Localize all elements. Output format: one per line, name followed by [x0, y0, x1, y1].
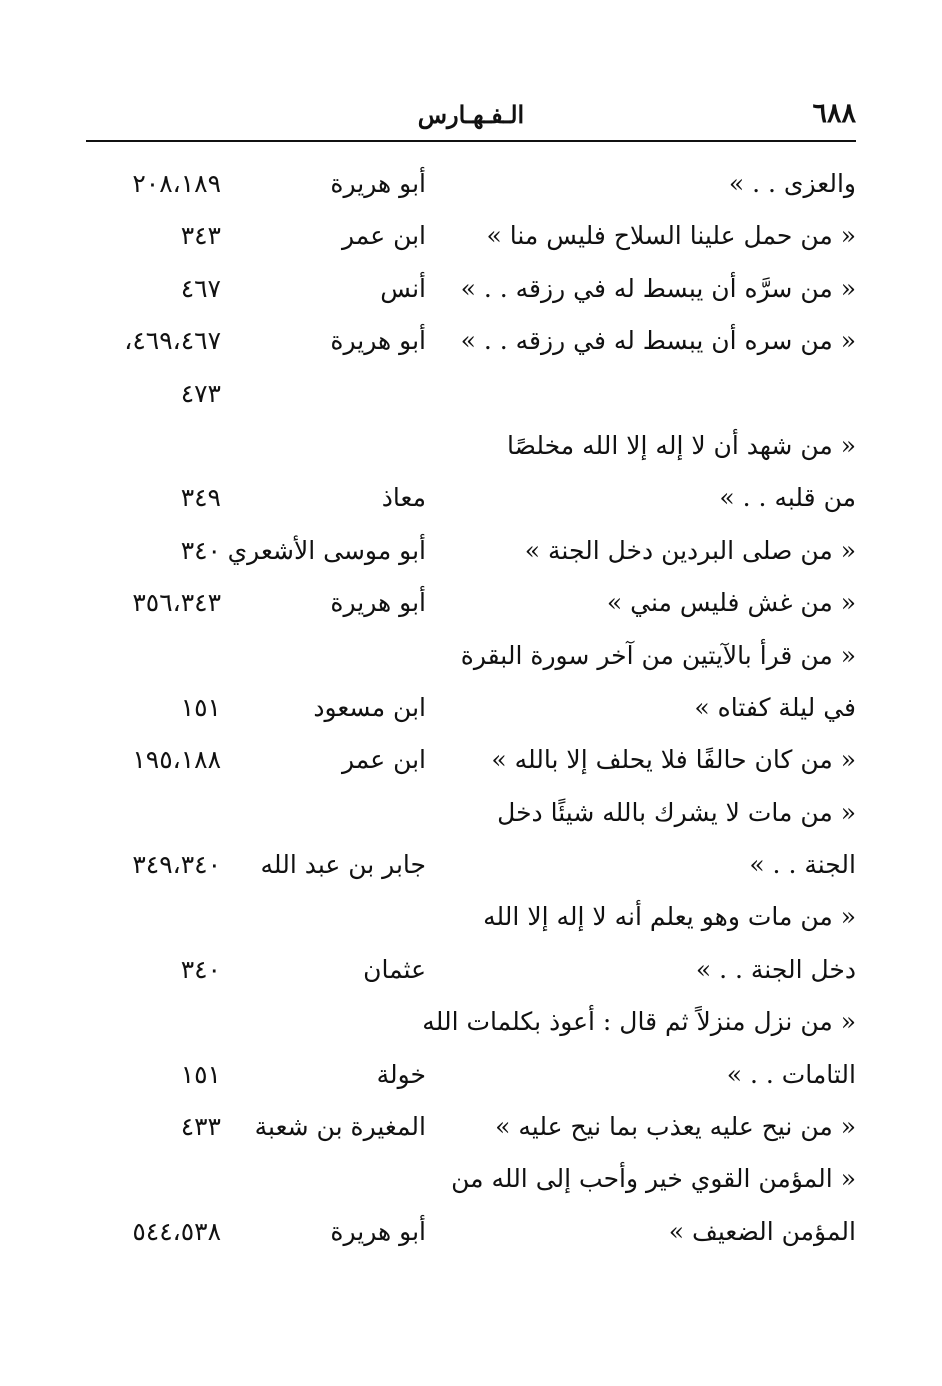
narrator-name: أبو هريرة	[330, 169, 426, 198]
index-row	[86, 420, 856, 472]
index-row	[86, 996, 856, 1048]
page-references: ٤٦٩،٤٦٧،	[124, 326, 221, 356]
index-row	[86, 1049, 856, 1101]
hadith-text: الجنة . . »	[749, 850, 856, 880]
index-row	[86, 839, 856, 891]
narrator-name: ابن عمر	[341, 221, 426, 251]
page-references: ٣٥٦،٣٤٣	[132, 588, 221, 618]
index-row	[86, 682, 856, 734]
narrator-name: أبو موسى الأشعري	[227, 535, 426, 565]
index-row	[86, 577, 856, 629]
narrator-name: معاذ	[381, 483, 426, 513]
hadith-text: « من حمل علينا السلاح فليس منا »	[486, 221, 856, 251]
narrator-name: أبو هريرة	[330, 1216, 426, 1246]
index-row	[86, 734, 856, 786]
narrator-name: عثمان	[363, 954, 426, 984]
narrator-name: ابن مسعود	[313, 692, 426, 722]
hadith-text: « من مات وهو يعلم أنه لا إله إلا الله	[483, 902, 856, 932]
hadith-text: « من مات لا يشرك بالله شيئًا دخل	[497, 797, 856, 827]
hadith-text: « المؤمن القوي خير وأحب إلى الله من	[451, 1164, 856, 1194]
page-references: ٣٤٣	[180, 221, 221, 251]
hadith-text: « من قرأ بالآيتين من آخر سورة البقرة	[460, 640, 856, 670]
hadith-text: « من سرَّه أن يبسط له في رزقه . . »	[460, 273, 856, 303]
index-row	[86, 368, 856, 420]
hadith-text: المؤمن الضعيف »	[668, 1216, 856, 1246]
narrator-name: خولة	[376, 1059, 426, 1089]
index-row	[86, 891, 856, 943]
page-references: ٣٤٩،٣٤٠	[132, 850, 221, 880]
hadith-text: « من سره أن يبسط له في رزقه . . »	[460, 326, 856, 356]
page-references: ٤٣٣	[180, 1112, 221, 1142]
narrator-name: أبو هريرة	[330, 588, 426, 618]
page-references: ٤٦٧	[180, 273, 221, 303]
page-references: ٣٤٠	[180, 954, 221, 984]
index-row	[86, 1153, 856, 1205]
hadith-text: التامات . . »	[726, 1059, 856, 1089]
page-references: ٤٧٣	[180, 378, 221, 408]
page-references: ٥٤٤،٥٣٨	[132, 1216, 221, 1246]
hadith-text: من قلبه . . »	[719, 483, 856, 513]
index-row	[86, 944, 856, 996]
page-header	[86, 98, 856, 140]
hadith-text: « من صلى البردين دخل الجنة »	[524, 535, 856, 565]
narrator-name: أبو هريرة	[330, 326, 426, 356]
hadith-text: « من كان حالفًا فلا يحلف إلا بالله »	[491, 745, 856, 775]
narrator-name: جابر بن عبد الله	[260, 850, 426, 880]
narrator-name: ابن عمر	[341, 745, 426, 775]
hadith-text: في ليلة كفتاه »	[694, 692, 856, 722]
page-references: ٣٤٩	[180, 483, 221, 513]
index-row	[86, 263, 856, 315]
narrator-name: المغيرة بن شعبة	[254, 1112, 426, 1142]
hadith-text: « من نزل منزلاً ثم قال : أعوذ بكلمات الله	[422, 1007, 856, 1037]
index-row	[86, 315, 856, 367]
index-row	[86, 1101, 856, 1153]
page-references: ٣٤٠	[180, 535, 221, 565]
hadith-text: دخل الجنة . . »	[695, 954, 856, 984]
page-references: ١٥١	[180, 692, 221, 722]
index-row	[86, 525, 856, 577]
page-number: ٦٨٨	[812, 98, 856, 129]
index-row	[86, 1206, 856, 1258]
index-row	[86, 630, 856, 682]
hadith-index-list	[86, 158, 856, 1258]
hadith-text: « من شهد أن لا إله إلا الله مخلصًا	[507, 430, 856, 460]
index-row	[86, 158, 856, 210]
hadith-text: والعزى . . »	[728, 169, 856, 198]
page-references: ١٥١	[180, 1059, 221, 1089]
index-row	[86, 210, 856, 262]
index-row	[86, 472, 856, 524]
page-references: ٢٠٨،١٨٩	[132, 169, 221, 198]
hadith-text: « من غش فليس مني »	[606, 588, 856, 618]
index-row	[86, 787, 856, 839]
narrator-name: أنس	[380, 273, 426, 303]
hadith-text: « من نيح عليه يعذب بما نيح عليه »	[495, 1112, 856, 1142]
header-divider	[86, 140, 856, 142]
running-title: الـفـهـارس	[417, 100, 525, 129]
page-references: ١٩٥،١٨٨	[132, 745, 221, 775]
